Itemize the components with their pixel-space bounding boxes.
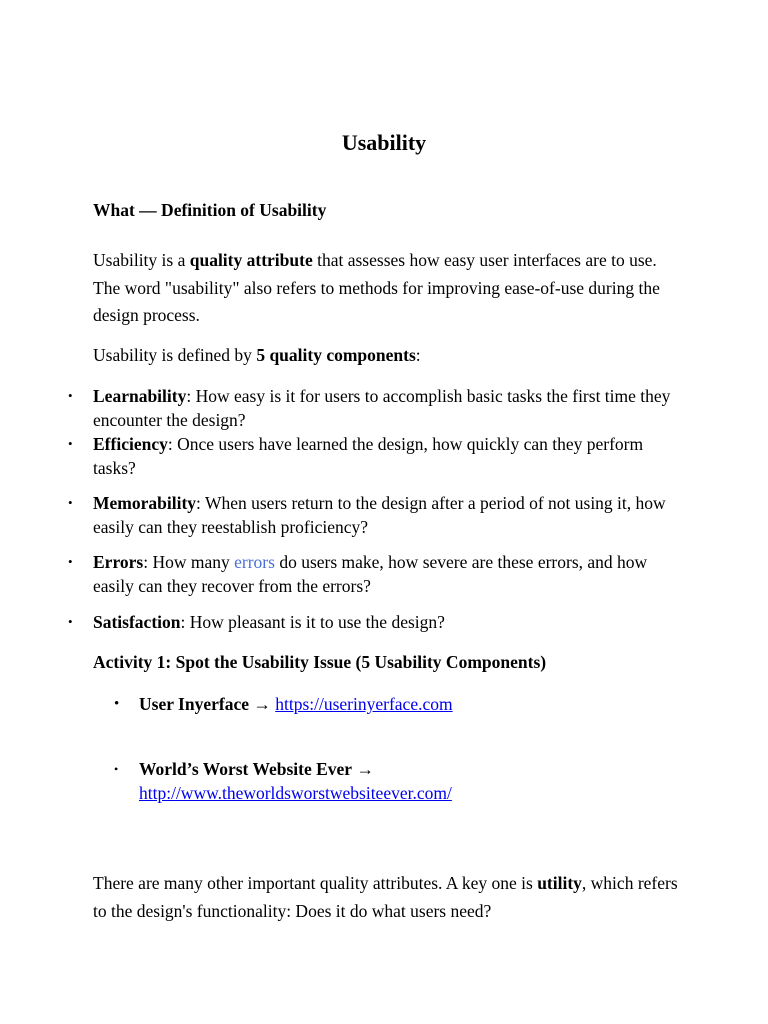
section-heading: What — Definition of Usability xyxy=(93,200,327,220)
utility-text-pre: There are many other important quality attributes. A key one is xyxy=(93,873,538,893)
activity-site-name: World’s Worst Website Ever xyxy=(139,759,353,779)
components-intro-paragraph xyxy=(93,343,683,367)
bullet-icon: • xyxy=(68,614,73,629)
component-text: : How pleasant is it to use the design? xyxy=(180,612,445,632)
definition-text-pre: Usability is a xyxy=(93,250,190,270)
errors-link[interactable]: errors xyxy=(234,552,275,572)
bullet-icon: • xyxy=(114,696,120,712)
bullet-icon: • xyxy=(68,388,73,403)
component-term: Memorability xyxy=(93,493,197,513)
activity-link-item-user-inyerface xyxy=(114,692,679,716)
list-item-efficiency xyxy=(68,432,678,480)
component-text: : How easy is it for users to accomplish basic tasks the first time they encounter the design? xyxy=(93,386,671,430)
list-item-errors xyxy=(68,550,678,598)
definition-bold-term: quality attribute xyxy=(189,250,313,270)
activity-site-name: User Inyerface xyxy=(139,694,249,714)
utility-bold-term: utility xyxy=(537,873,582,893)
definition-text-post: that assesses how easy user interfaces are to use. The word "usability" also refers to methods for improving ease-of-use during the design process. xyxy=(93,250,660,325)
bullet-icon: • xyxy=(68,436,73,451)
activity-heading: Activity 1: Spot the Usability Issue (5 Usability Components) xyxy=(93,652,547,672)
arrow-icon: → xyxy=(352,759,374,779)
utility-paragraph xyxy=(93,870,683,925)
definition-paragraph xyxy=(93,247,683,330)
user-inyerface-link[interactable]: https://userinyerface.com xyxy=(275,694,453,714)
components-intro-pre: Usability is defined by xyxy=(93,345,257,365)
component-text-pre: : How many xyxy=(143,552,235,572)
component-term: Learnability xyxy=(93,386,187,406)
component-text: : Once users have learned the design, how quickly can they perform tasks? xyxy=(93,434,644,478)
utility-text-post: , which refers to the design's functionality: Does it do what users need? xyxy=(93,873,678,921)
component-term: Satisfaction xyxy=(93,612,181,632)
bullet-icon: • xyxy=(68,495,73,510)
component-text: : When users return to the design after a period of not using it, how easily can they reestablish proficiency? xyxy=(93,493,666,537)
activity-link-item-worst-website xyxy=(114,757,679,805)
component-text-post: do users make, how severe are these errors, and how easily can they recover from the errors? xyxy=(93,552,648,596)
list-item-satisfaction xyxy=(68,610,678,634)
bullet-icon: • xyxy=(68,554,73,569)
worst-website-link[interactable]: http://www.theworldsworstwebsiteever.com/ xyxy=(139,783,452,803)
arrow-icon: → xyxy=(248,694,276,714)
components-intro-bold: 5 quality components xyxy=(256,345,416,365)
components-intro-post: : xyxy=(415,345,421,365)
component-term: Efficiency xyxy=(93,434,168,454)
bullet-icon: • xyxy=(114,762,119,776)
list-item-memorability xyxy=(68,491,678,539)
component-term: Errors xyxy=(93,552,144,572)
list-item-learnability xyxy=(68,384,678,432)
page-title: Usability xyxy=(341,130,427,155)
